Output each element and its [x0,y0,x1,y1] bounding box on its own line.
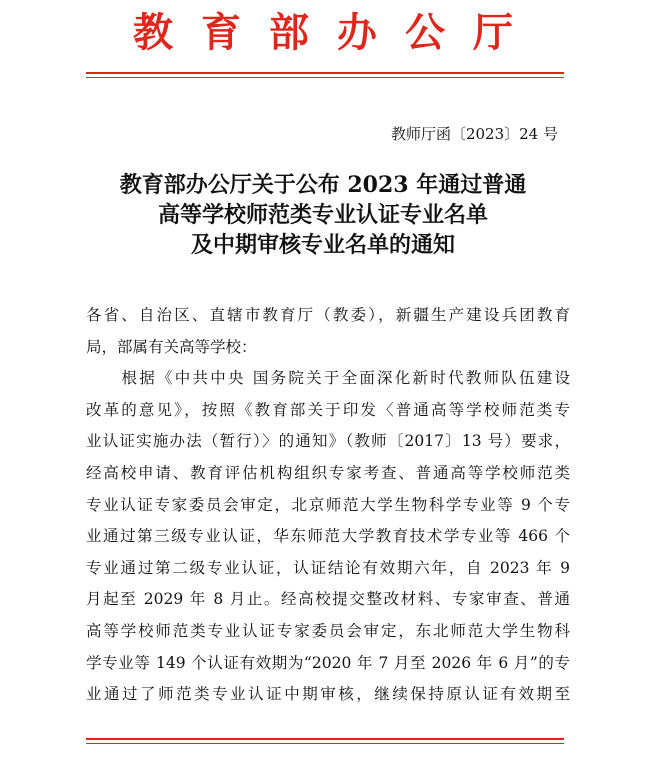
body-line: 业通过了师范类专业认证中期审核，继续保持原认证有效期至 [86,685,570,704]
body-line: 局，部属有关高等学校： [86,337,257,356]
body-line: 专业通过第二级专业认证，认证结论有效期六年，自 2023 年 9 [86,558,570,577]
body-line: 根据《中共中央 国务院关于全面深化新时代教师队伍建设 [86,369,570,388]
document-number: 教师厅函〔2023〕24 号 [390,125,558,143]
body-line: 业通过第三级专业认证，华东师范大学教育技术学专业等 466 个 [86,527,570,546]
body-line: 改革的意见》，按照《教育部关于印发〈普通高等学校师范类专 [86,400,570,419]
title-line: 及中期审核专业名单的通知 [190,232,455,258]
masthead-title: 教育部办公厅 [133,9,541,56]
body-line: 各省、自治区、直辖市教育厅（教委），新疆生产建设兵团教育 [86,306,570,324]
body-line: 学专业等 149 个认证有效期为“2020 年 7 月至 2026 年 6 月”的专 [86,653,570,672]
footer-rule-thin [86,743,564,744]
body-line: 经高校申请、教育评估机构组织专家考查、普通高等学校师范类 [86,463,570,482]
document-title [0,170,646,260]
body-line: 专业认证专家委员会审定，北京师范大学生物科学专业等 9 个专 [86,495,570,514]
title-line: 高等学校师范类专业认证专业名单 [157,202,488,228]
footer-rule-thick [86,738,564,740]
body-line: 月起至 2029 年 8 月止。经高校提交整改材料、专家审查、普通 [86,590,570,609]
masthead-rule-thin [86,77,564,78]
masthead-rule-thick [86,72,564,74]
body-line: 高等学校师范类专业认证专家委员会审定，东北师范大学生物科 [86,621,570,640]
document-body [86,300,570,711]
title-line: 教育部办公厅关于公布 2023 年通过普通 [119,172,527,198]
body-line: 业认证实施办法（暂行）〉的通知》（教师〔2017〕13 号）要求， [86,432,570,451]
